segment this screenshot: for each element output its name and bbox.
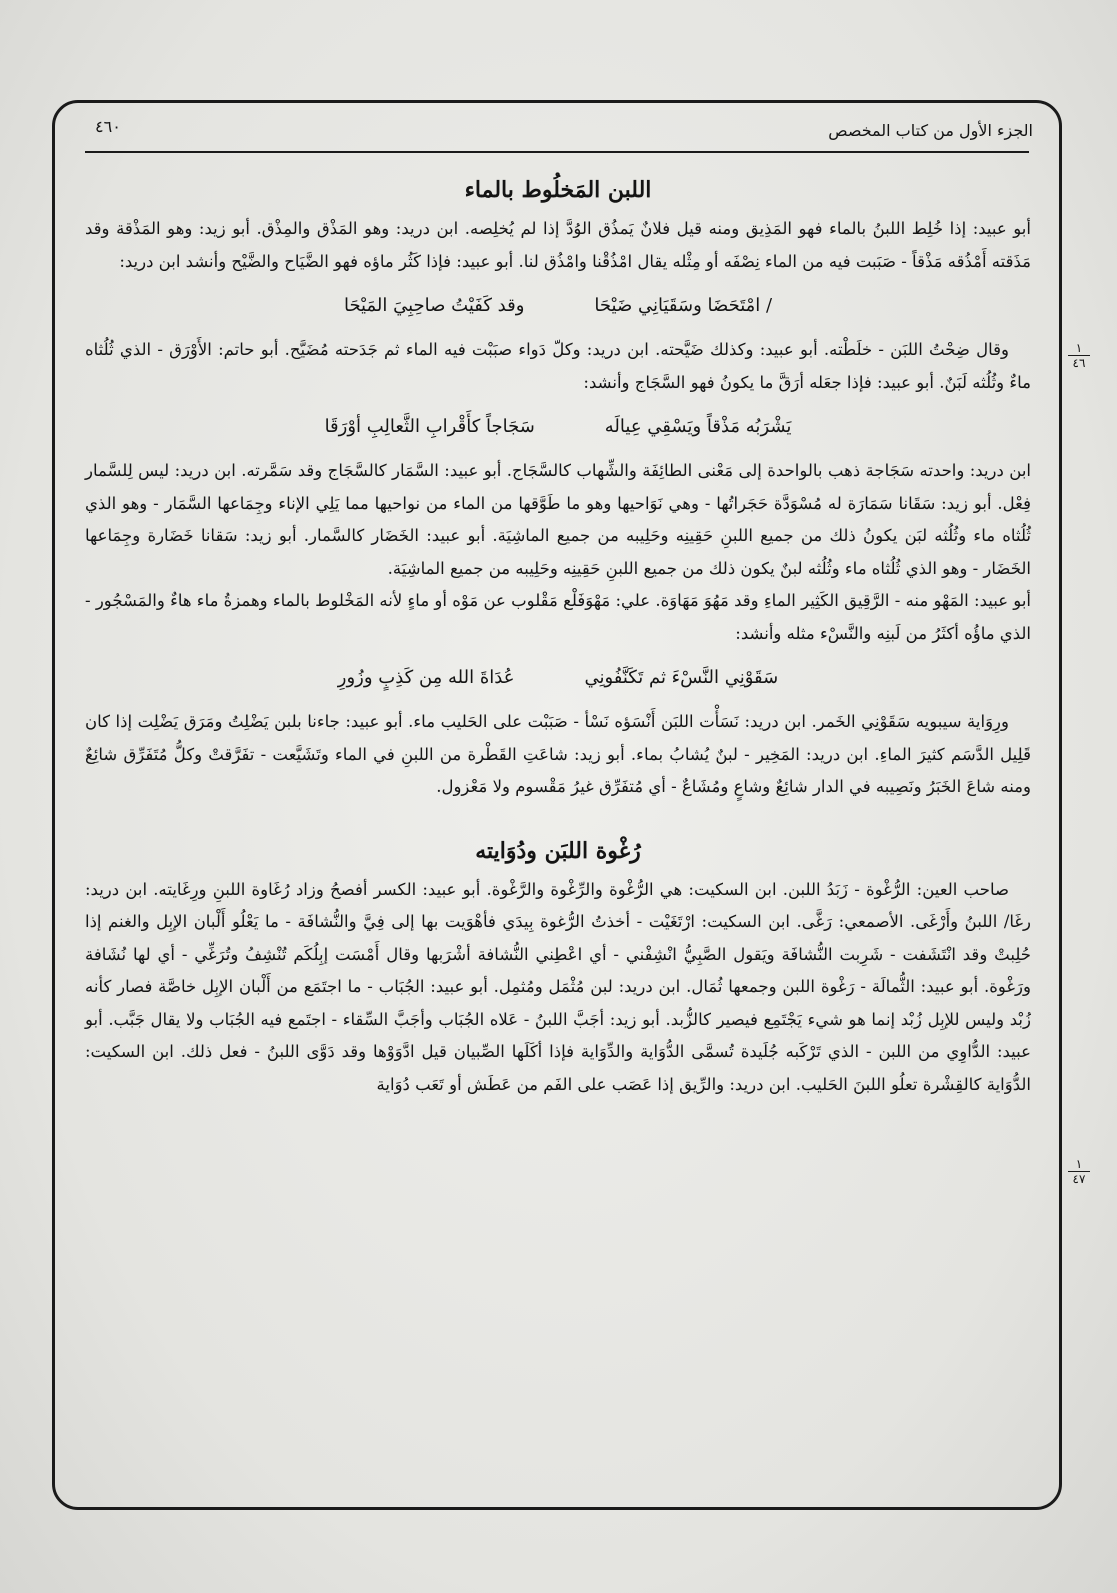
margin-marker: ١ ٤٦ (1068, 342, 1090, 369)
page-body (85, 159, 1031, 1477)
verse-hemistich-right: يَشْرَبُه مَذْقاً ويَسْقِي عِيالَه (604, 416, 792, 437)
section-title-mixed-milk: اللبن المَخلُوط بالماء (464, 177, 652, 203)
verse (85, 660, 1031, 696)
paragraph: ابن دريد: واحدته سَجَاجة ذهب بالواحدة إلى مَعْنى الطائِفَة والشِّهاب كالسَّجَاج. أبو عبيد: السَّمَار كالسَّجَاج وقد سَمَّرته. ابن دريد: ليس لِلسَّمار فِعْل. أبو زيد: سَقَانا سَمَارَة له مُسْوَدَّة حَجَراتُها - وهي نَوَاحيها وهو ما طَوَّقها من الماء من نواحيها مما يَلِي الإناء وجِمَاعها السَّمَار - وهو الذي ثُلُثاه ماء وثُلُثه لبَن يكونُ ذلك من جميع اللبنِ حَقِينِه وحَلِيبه من جميع الماشِيَة. أبو عبيد: الخَضَار كالسَّمار. أبو زيد: سَقانا خَضَارة وجِمَاعها الخَضَار - وهو الذي ثُلُثاه ماء وثُلُثه لبنٌ يكون ذلك من جميع اللبنِ حَقِينِه وحَلِيبه من جميع الماشِيَة. (85, 461, 1031, 578)
verse (85, 409, 1031, 445)
page-number: ٤٦٠ (95, 117, 121, 136)
paragraph: أبو عبيد: المَهْو منه - الرَّقِيق الكَثِير الماءِ وقد مَهُوَ مَهَاوَة. علي: مَهْوَفَلْع مَقْلوب عن مَوْه أو ماءٍ لأنه المَخْلوط بالماء وهمزةُ ماء هاءٌ والمَسْجُور - الذي ماؤُه أكثَرُ من لَبنِه والنَّسْء مثله وأنشد: (85, 591, 1031, 643)
paragraph: وقال ضِحْتُ اللبَن - خلَطْته. أبو عبيد: وكذلك ضَيَّحته. ابن دريد: وكلّ دَواء صبَبْت فيه الماء ثم جَدَحته مُضَيَّح. أبو حاتم: الأَوْرَق - الذي ثُلُثاه ماءٌ وثُلُثه لَبَنٌ. أبو عبيد: فإذا جعَله أرَقَّ ما يكونُ فهو السَّجَاج وأنشد: (85, 340, 1031, 392)
section-title-milk-foam: رُغْوة اللبَن ودُوَايته (475, 837, 641, 864)
header-rule (85, 151, 1029, 153)
verse-hemistich-right: / امْتَحَضَا وسَقَيَانِي ضَيْحَا (594, 295, 773, 316)
paragraph: صاحب العين: الرُّغْوة - زَبَدُ اللبن. ابن السكيت: هي الرُّغْوة والرِّغْوة والرَّغْوة. أبو عبيد: الكسر أفصحُ وزاد رُغَاوة اللبنِ ورِغَايته. ابن دريد: رغَا/ اللبنُ وأَرْغَى. الأصمعي: رَغَّى. ابن السكيت: ارْتَغَيْت - أخذتُ الرُّغوة بِيدَي فأهْوَيت بها إلى فِيَّ والنُّشافَة - ما يَعْلُو أَلْبان الإبِل والغنم إذا حُلِبتْ وقد انْتَشَفت - شَرِبت النُّشافَة ويَقول الصَّبِيُّ انْشِفْني - أي اعْطِني النُّشافة أشْرَبها وقال أَمْسَت إبِلُكَم تُنْشِفُ وتُرَغِّي - أي لها نُشَافة ورَغْوة. أبو عبيد: الثُّمالَة - رَغْوة اللبن وجمعها ثُمَال. ابن دريد: لبن مُثْمَل ومُثمِل. أبو عبيد: الجُبَاب - ما اجتَمَع من أَلْبان الإبِل خاصَّة فصار كأنه زُبْد وليس للإبِل زُبْد إنما هو شيء يَجْتَمِع فيصير كالزُّبد. أبو زيد: أجَبَّ اللبنُ - عَلاه الجُبَاب وأجَبَّ السِّقاء - اجتَمع فيه الجُبَاب ولا يقال جَبَّب. أبو عبيد: الدُّاوِي من اللبن - الذي تَرْكَبه جُلَيدة تُسمَّى الدُّوَاية والدِّوَاية فإذا أكَلَها الصِّبيان قيل ادَّوَوْها وقد دَوَّى اللبنُ - فعل ذلك. ابن السكيت: الدُّوَاية كالقِشْرة تعلُو اللبنَ الحَليب. ابن دريد: والرِّيق إذا عَصَب على الفَم من عَطَش أو تَعَب دُوَاية (85, 879, 1031, 1094)
running-header (55, 111, 1059, 149)
page-frame (52, 100, 1062, 1510)
verse-hemistich-left: وقد كَفَيْتُ صاحِبِيَ المَيْحَا (343, 295, 525, 316)
verse-hemistich-left: عُدَاةَ الله مِن كَذِبٍ وزُورِ (337, 667, 515, 688)
margin-marker: ١ ٤٧ (1068, 1158, 1090, 1185)
verse-hemistich-left: سَجَاجاً كأَقْرابِ الثَّعالِبِ أوْرَقَا (324, 416, 535, 437)
paragraph: أبو عبيد: إذا خُلِط اللبنُ بالماء فهو المَذِيق ومنه قيل فلانٌ يَمذُق الوُدَّ إذا لم يُخلِصه. ابن دريد: وهو المَذْق والمِذْق. أبو زيد: وهو المَذْقة وقد مَذَقته أَمْذُقه مَذْقاً - صَبَبت فيه من الماء نِصْفَه أو مِثْله يقال امْذُقْنا وامْذُق لنا. أبو عبيد: فإذا كَثُر ماؤه فهو الضَّيَاح والضَّيْح وأنشد ابن دريد: (85, 219, 1031, 271)
verse (85, 288, 1031, 324)
verse-hemistich-right: سَقَوْنِي النَّسْءَ ثم تَكَنَّفُونِي (584, 667, 779, 688)
header-title: الجزء الأول من كتاب المخصص (828, 121, 1033, 140)
paragraph: ورِوَاية سيبويه سَقَوْنِي الخَمر. ابن دريد: نَسَأْت اللبَن أَنْسَؤه نَسْأ - صَبَبْت على الحَليب ماء. أبو عبيد: جاءنا بلبن يَضْلِتُ ومَرَق يَضْلِت إذا كان قَلِيل الدَّسَم كثيرَ الماءِ. ابن دريد: المَخِير - لبنٌ يُشابُ بماء. أبو زيد: شاعَتِ القَطْرة من اللبنِ في الماء وتَشَيَّعت - تفَرَّقتْ وكلُّ مُتَفَرِّق شائِعٌ ومنه شاعَ الخَبَرُ ونَصِيبه في الدار شائِعٌ وشاعٍ ومُشَاعٌ - أي مُتفَرِّق غيرُ مَقْسوم ولا مَعْزول. (85, 712, 1031, 796)
